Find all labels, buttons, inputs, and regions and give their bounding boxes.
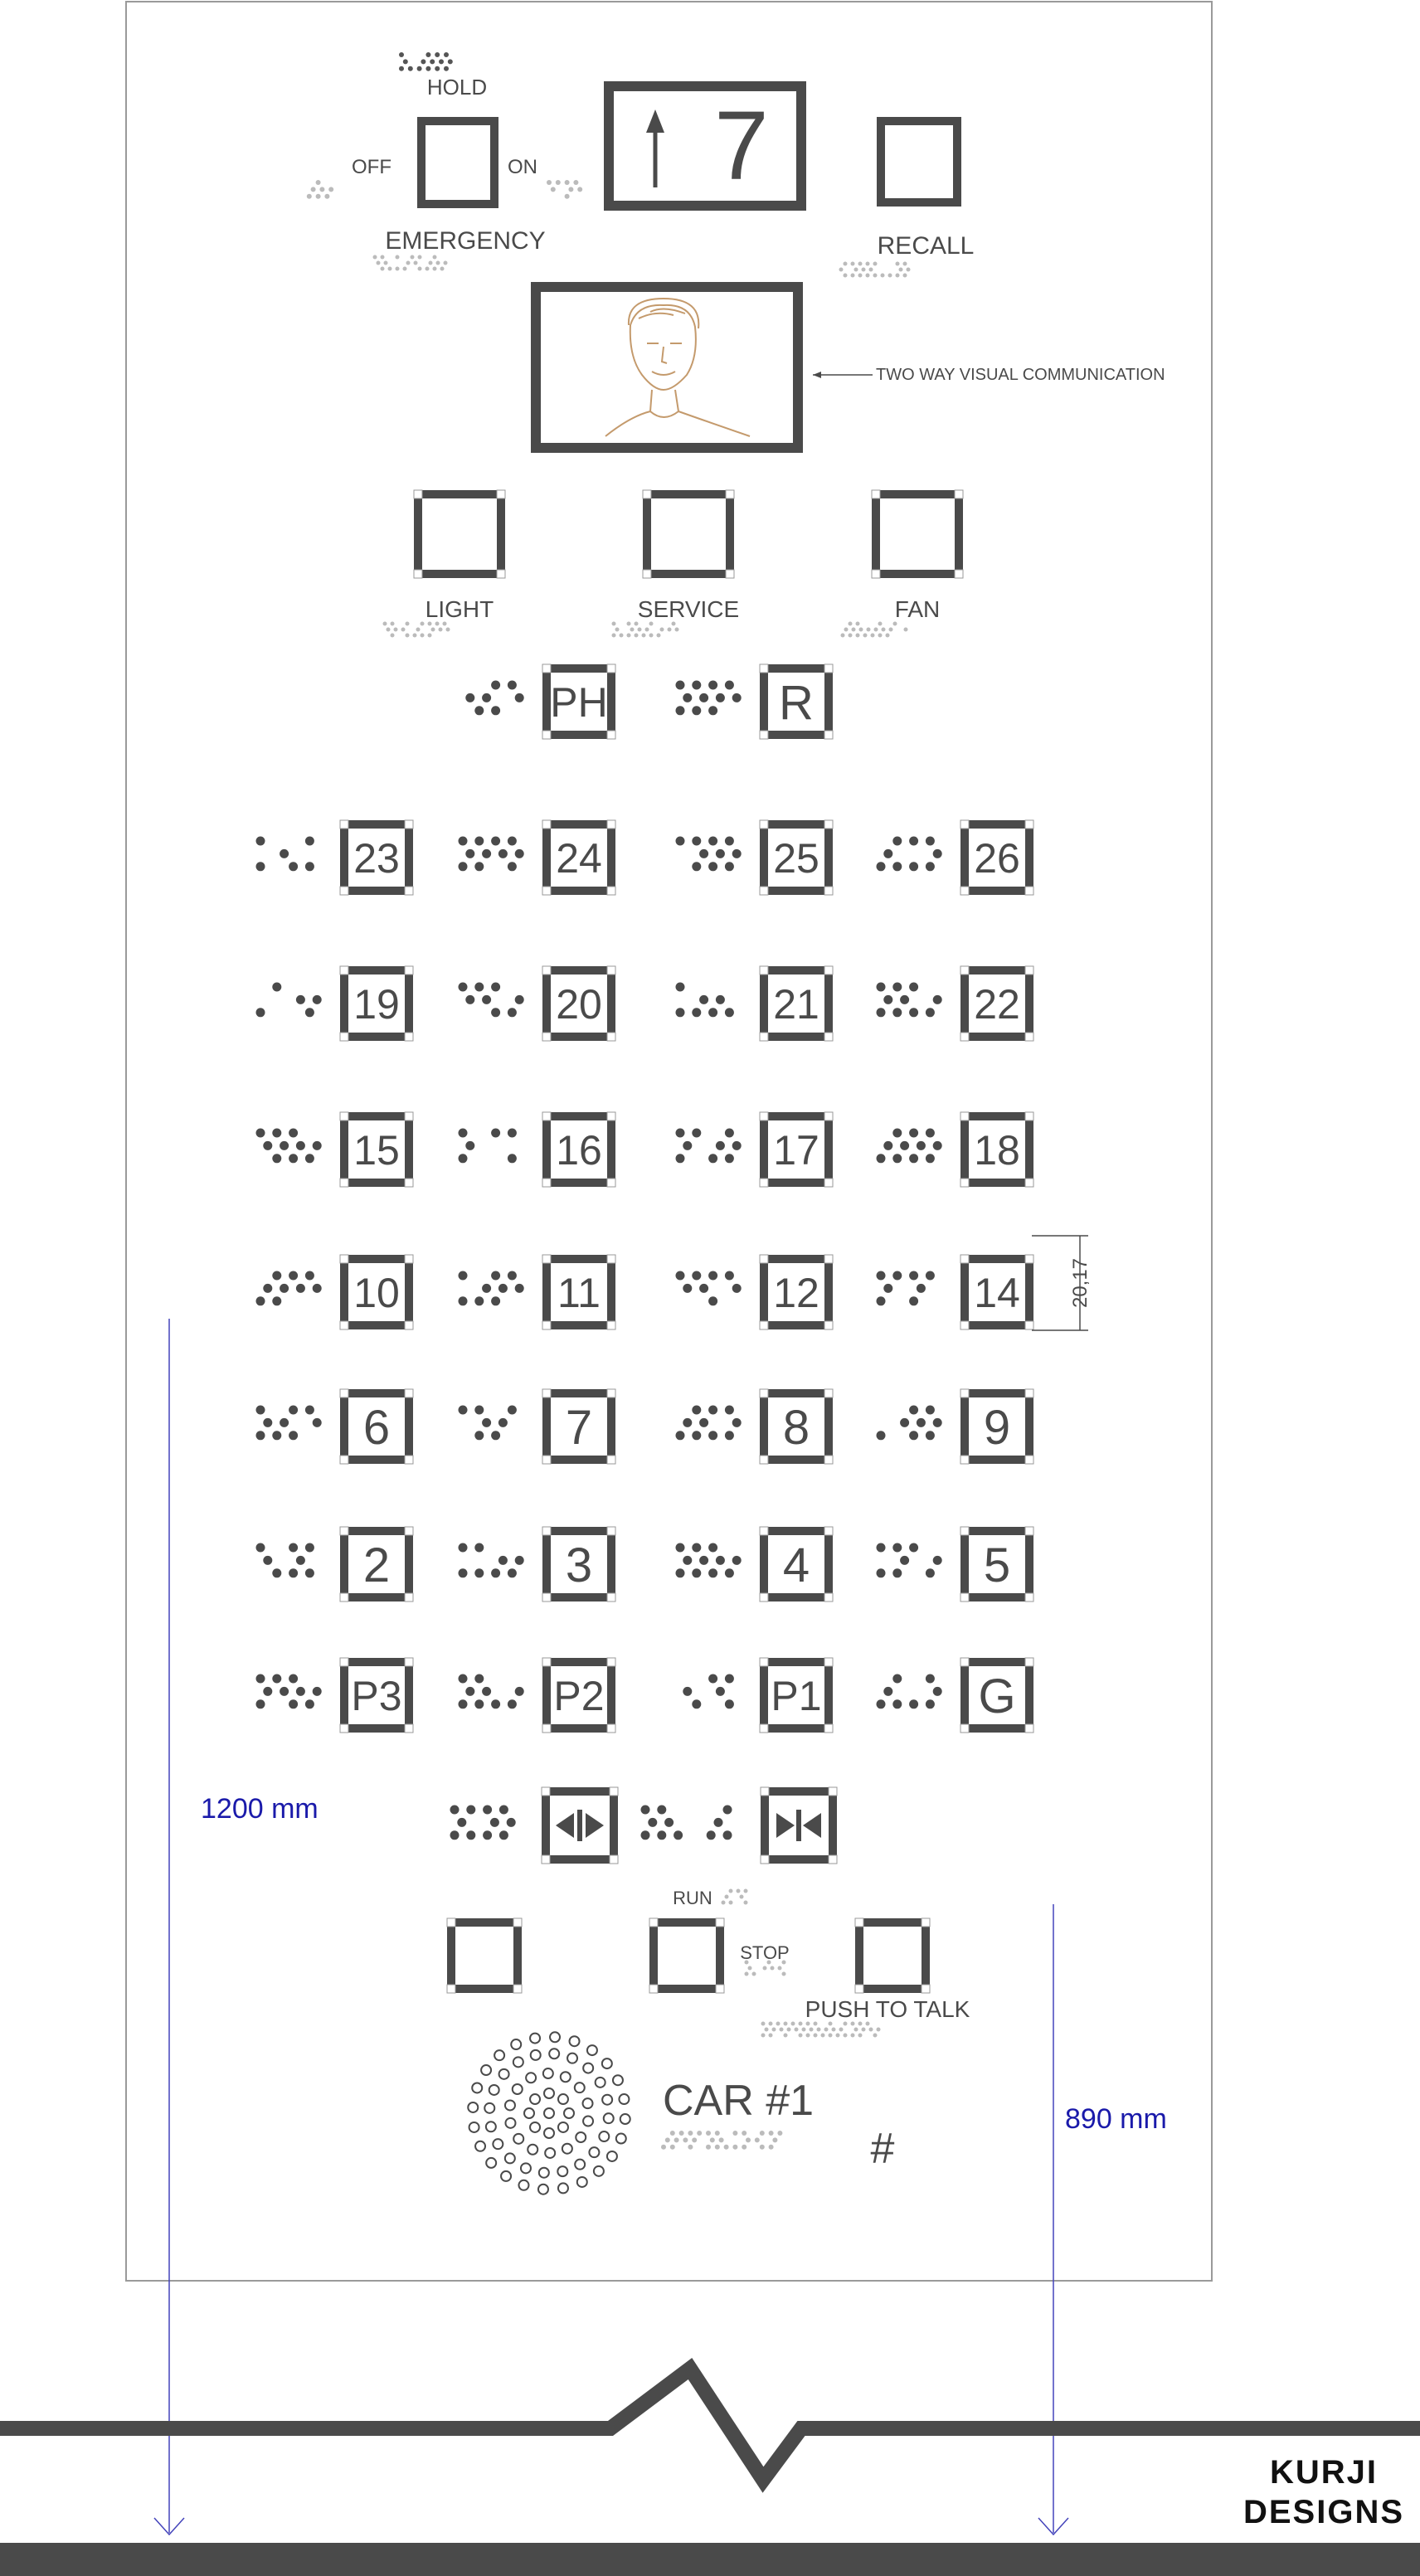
floor-braille [459,1406,517,1441]
floor-braille [256,1271,322,1306]
run-braille [722,1889,748,1905]
service-label: SERVICE [637,596,740,622]
floor-button-label: 10 [353,1270,400,1316]
floor-button-ph[interactable] [542,664,615,739]
floor-button-p3[interactable] [340,1658,413,1733]
measure-left-label: 1200 mm [201,1793,319,1825]
floor-braille [459,983,524,1018]
up-arrow-icon [646,109,664,187]
floor-button-label: 16 [556,1127,602,1174]
floor-button-5[interactable] [960,1527,1033,1601]
floor-braille [683,1674,734,1709]
floor-braille [877,1674,942,1709]
measure-line-right [1038,1904,1068,2535]
floor-button-10[interactable] [340,1255,413,1329]
panel-faceplate [126,2,1212,2281]
run-button[interactable] [447,1918,522,1993]
speaker-grille [468,2032,630,2194]
fan-braille [841,622,908,638]
floor-button-label: 11 [557,1270,601,1316]
floor-button-label: R [779,675,814,730]
floor-button-p2[interactable] [542,1658,615,1733]
run-label: RUN [673,1888,712,1908]
service-button[interactable] [643,490,734,578]
door-close-button[interactable] [761,1787,837,1864]
push-to-talk-braille [761,2022,881,2038]
floor-button-label: P2 [553,1673,605,1719]
door-open-icon [556,1810,604,1841]
floor-button-18[interactable] [960,1112,1033,1187]
recall-button[interactable] [881,121,957,202]
floor-button-g[interactable] [960,1658,1033,1733]
floor-button-label: 3 [565,1538,593,1592]
floor-button-label: 14 [974,1270,1020,1316]
push-to-talk-label: PUSH TO TALK [805,1996,970,2022]
floor-button-label: 22 [974,981,1020,1028]
floor-slab [0,2543,1420,2576]
fan-label: FAN [894,596,941,622]
floor-braille [877,1271,935,1306]
car-label: CAR #1 [662,2077,815,2125]
floor-braille [256,983,322,1018]
floor-button-24[interactable] [542,820,615,895]
operator-portrait-sketch [605,299,750,436]
floor-button-11[interactable] [542,1255,615,1329]
floor-braille [676,1543,742,1578]
floor-button-23[interactable] [340,820,413,895]
door-close-braille [641,1806,732,1840]
floor-button-r[interactable] [760,664,833,739]
floor-button-label: P1 [771,1673,822,1719]
floor-braille [676,983,734,1018]
floor-button-label: 15 [353,1127,400,1174]
floor-braille [676,681,742,716]
on-braille [547,180,582,199]
light-label: LIGHT [425,596,494,622]
floor-button-20[interactable] [542,966,615,1041]
light-braille [383,622,450,638]
measure-right-label: 890 mm [1065,2103,1167,2135]
door-open-braille [450,1806,516,1840]
floor-button-8[interactable] [760,1389,833,1464]
floor-button-4[interactable] [760,1527,833,1601]
floor-braille [676,1406,742,1441]
floor-button-label: 17 [773,1127,819,1174]
video-caption-pointer [813,372,873,378]
floor-button-label: 8 [782,1400,810,1455]
floor-braille [459,837,524,872]
video-caption: TWO WAY VISUAL COMMUNICATION [876,366,1165,384]
floor-button-3[interactable] [542,1527,615,1601]
floor-button-25[interactable] [760,820,833,895]
stop-button[interactable] [649,1918,724,1993]
floor-button-19[interactable] [340,966,413,1041]
hold-braille [399,52,453,71]
floor-button-15[interactable] [340,1112,413,1187]
indicator-floor-number: 7 [714,91,769,201]
on-label: ON [508,156,537,178]
brand-line-2: DESIGNS [1242,2494,1405,2530]
floor-button-label: 25 [773,835,819,882]
floor-braille [877,837,942,872]
car-hash: # [870,2125,895,2173]
emergency-hold-button[interactable] [421,121,494,204]
floor-braille [676,1129,742,1164]
floor-button-label: 2 [362,1538,391,1592]
floor-button-16[interactable] [542,1112,615,1187]
floor-break-line [0,2369,1420,2480]
floor-button-21[interactable] [760,966,833,1041]
floor-braille [256,1674,322,1709]
emergency-label: EMERGENCY [385,227,546,255]
floor-braille [877,1406,942,1441]
floor-button-2[interactable] [340,1527,413,1601]
floor-button-label: 5 [983,1538,1011,1592]
floor-braille [256,837,314,872]
recall-label: RECALL [877,232,975,260]
floor-button-label: 6 [362,1400,391,1455]
dimension-value: 20,17 [1069,1257,1092,1309]
floor-braille [256,1129,322,1164]
light-button[interactable] [414,490,505,578]
floor-indicator-display [609,86,801,206]
floor-button-9[interactable] [960,1389,1033,1464]
floor-braille [877,1129,942,1164]
floor-button-12[interactable] [760,1255,833,1329]
hold-label: HOLD [426,75,488,100]
door-close-icon [776,1810,821,1841]
floor-button-label: PH [550,679,608,726]
floor-button-7[interactable] [542,1389,615,1464]
floor-braille [459,1543,524,1578]
video-screen [536,287,798,448]
floor-button-label: 21 [773,981,819,1028]
floor-button-label: P3 [351,1673,402,1719]
floor-button-22[interactable] [960,966,1033,1041]
floor-button-label: 24 [556,835,602,882]
recall-braille [839,262,911,278]
floor-braille [676,837,742,872]
measure-line-left [154,1319,184,2535]
push-to-talk-button[interactable] [855,1918,930,1993]
floor-button-label: 20 [556,981,602,1028]
floor-braille [465,681,523,716]
floor-button-label: G [978,1669,1016,1723]
floor-button-p1[interactable] [760,1658,833,1733]
floor-braille [459,1674,524,1709]
car-braille [661,2131,782,2150]
floor-braille [459,1129,517,1164]
floor-braille [676,1271,742,1306]
floor-button-label: 9 [983,1400,1011,1455]
floor-button-label: 26 [974,835,1020,882]
floor-braille [459,1271,524,1306]
brand-line-1: KURJI [1269,2454,1379,2491]
emergency-braille [373,255,448,271]
floor-button-label: 23 [353,835,400,882]
fan-button[interactable] [872,490,963,578]
floor-braille [877,1543,942,1578]
floor-braille [877,983,942,1018]
floor-button-label: 18 [974,1127,1020,1174]
floor-button-label: 12 [773,1270,819,1316]
floor-button-26[interactable] [960,820,1033,895]
floor-button-label: 4 [782,1538,810,1592]
service-braille [612,622,679,638]
floor-button-label: 19 [353,981,400,1028]
floor-braille [256,1406,322,1441]
floor-braille [256,1543,314,1578]
floor-button-6[interactable] [340,1389,413,1464]
door-open-button[interactable] [542,1787,618,1864]
floor-button-label: 7 [565,1400,593,1455]
floor-button-14[interactable] [960,1255,1033,1329]
off-label: OFF [352,156,391,178]
stop-label: STOP [740,1942,790,1963]
floor-button-17[interactable] [760,1112,833,1187]
off-braille [307,180,333,199]
